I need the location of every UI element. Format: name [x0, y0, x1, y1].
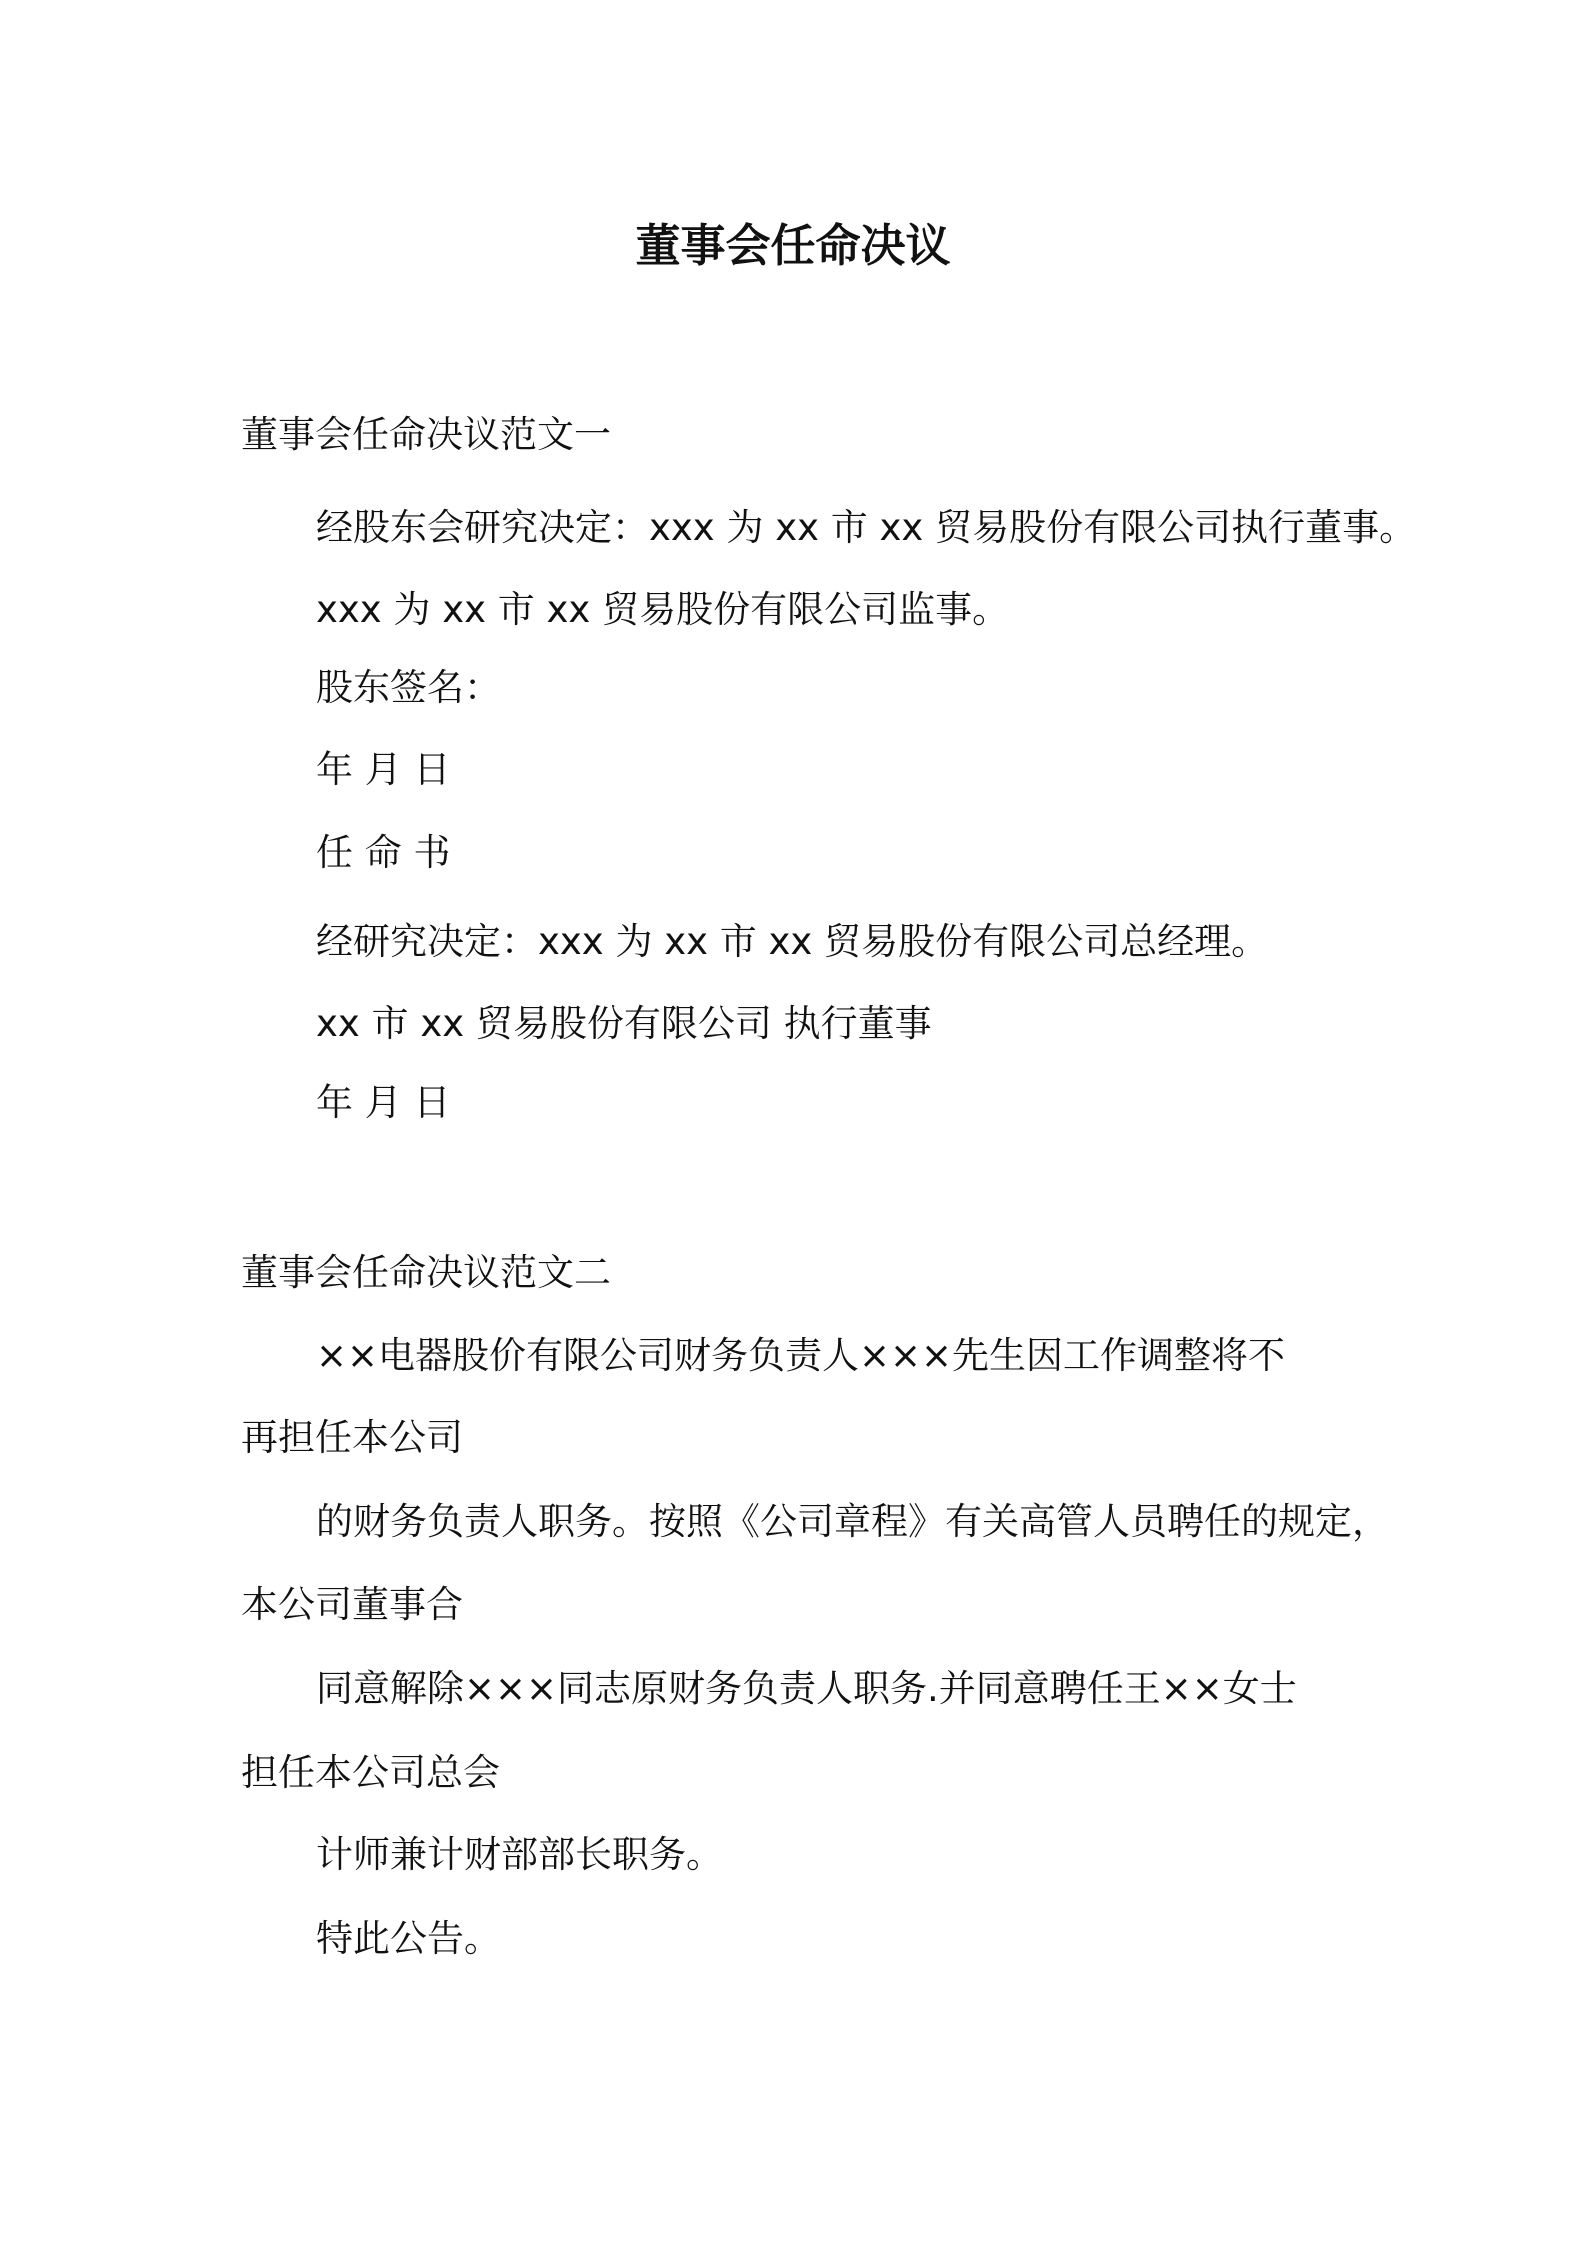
- section2-line: 担任本公司总会: [241, 1751, 500, 1794]
- section1-line: 年 月 日: [316, 1081, 451, 1124]
- section2-line: 再担任本公司: [241, 1416, 463, 1459]
- section1-line: xx 市 xx 贸易股份有限公司 执行董事: [316, 1002, 932, 1045]
- section1-line: 股东签名：: [316, 666, 501, 709]
- section2-line: 同意解除×××同志原财务负责人职务.并同意聘任王××女士: [316, 1667, 1297, 1710]
- section2-heading: 董事会任命决议范文二: [241, 1251, 611, 1294]
- section2-line: 本公司董事合: [241, 1583, 463, 1626]
- section2-line: ××电器股价有限公司财务负责人×××先生因工作调整将不: [316, 1334, 1286, 1377]
- section1-line: xxx 为 xx 市 xx 贸易股份有限公司监事。: [316, 588, 1010, 631]
- document-title: 董事会任命决议: [635, 219, 951, 272]
- section2-line: 计师兼计财部部长职务。: [316, 1833, 723, 1876]
- section2-line: 的财务负责人职务。按照《公司章程》有关高管人员聘任的规定，: [316, 1500, 1389, 1543]
- section1-line: 任 命 书: [316, 831, 451, 874]
- section1-line: 年 月 日: [316, 748, 451, 791]
- section1-line: 经股东会研究决定：xxx 为 xx 市 xx 贸易股份有限公司执行董事。: [316, 506, 1417, 549]
- section1-line: 经研究决定：xxx 为 xx 市 xx 贸易股份有限公司总经理。: [316, 920, 1269, 963]
- section1-heading: 董事会任命决议范文一: [241, 413, 611, 456]
- section2-line: 特此公告。: [316, 1917, 501, 1960]
